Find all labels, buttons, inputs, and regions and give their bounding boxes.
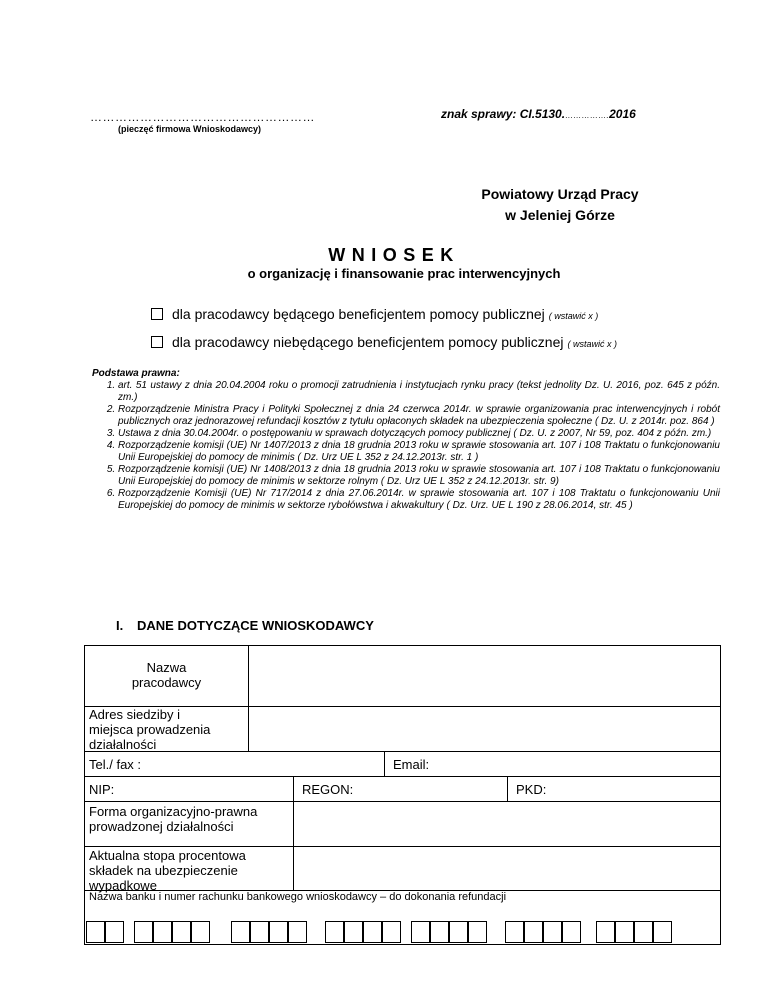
bank-digit-box[interactable] xyxy=(382,921,401,943)
address-label xyxy=(89,707,210,752)
bank-digit-box[interactable] xyxy=(615,921,634,943)
bank-digit-box[interactable] xyxy=(250,921,269,943)
legal-basis-list xyxy=(92,380,720,512)
accident-rate-field[interactable] xyxy=(295,847,719,889)
bank-digit-box[interactable] xyxy=(86,921,105,943)
bank-digit-box[interactable] xyxy=(562,921,581,943)
address-label-line2: miejsca prowadzenia xyxy=(89,722,211,737)
office-line-2: w Jeleniej Górze xyxy=(505,207,615,223)
section-title: DANE DOTYCZĄCE WNIOSKODAWCY xyxy=(137,618,374,633)
bank-digit-box[interactable] xyxy=(191,921,210,943)
bank-digit-box[interactable] xyxy=(524,921,543,943)
office-name xyxy=(430,184,690,226)
option-non-beneficiary-label: dla pracodawcy niebędącego beneficjentem pomocy publicznej xyxy=(172,334,564,350)
option-non-beneficiary xyxy=(151,334,617,350)
bank-digit-box[interactable] xyxy=(231,921,250,943)
bank-digit-box[interactable] xyxy=(325,921,344,943)
bank-digit-box[interactable] xyxy=(596,921,615,943)
option-beneficiary xyxy=(151,306,598,322)
stamp-label: (pieczęć firmowa Wnioskodawcy) xyxy=(118,124,262,134)
office-line-1: Powiatowy Urząd Pracy xyxy=(481,186,639,202)
bank-digit-box[interactable] xyxy=(153,921,172,943)
legal-form-label xyxy=(89,804,257,834)
bank-digit-box[interactable] xyxy=(468,921,487,943)
legal-basis-item: 4. Rozporządzenie komisji (UE) Nr 1407/2013 z dnia 18 grudnia 2013 roku w sprawie stosowania art. 107 i 108 Traktatu o funkcjonowaniu Unii Europejskiej do pomocy de minimis ( Dz. Urz UE L 352 z 24.12.2013r. str. 1 ) xyxy=(118,440,720,464)
case-reference xyxy=(441,107,636,121)
email-label: Email: xyxy=(393,757,430,772)
nip-label: NIP: xyxy=(89,782,115,797)
legal-form-label-line1: Forma organizacyjno-prawna xyxy=(89,804,258,819)
page-title: WNIOSEK xyxy=(328,245,460,265)
bank-account-label: Nazwa banku i numer rachunku bankowego wnioskodawcy – do dokonania refundacji xyxy=(89,891,507,903)
employer-name-label-line2: pracodawcy xyxy=(131,675,202,690)
legal-basis-item: 5. Rozporządzenie komisji (UE) Nr 1408/2013 z dnia 18 grudnia 2013 roku w sprawie stosowania art. 107 i 108 Traktatu o funkcjonowaniu Unii Europejskiej do pomocy de minimis w sektorze rolnym ( Dz. Urz UE L 352 z 24.12.2013r. str. 9) xyxy=(118,464,720,488)
legal-form-field[interactable] xyxy=(295,802,719,845)
bank-digit-box[interactable] xyxy=(134,921,153,943)
bank-digit-box[interactable] xyxy=(363,921,382,943)
employer-name-label-line1: Nazwa xyxy=(146,660,187,675)
phone-fax-label: Tel./ fax : xyxy=(89,757,142,772)
bank-digit-box[interactable] xyxy=(543,921,562,943)
bank-digit-box[interactable] xyxy=(105,921,124,943)
legal-basis-item: 6. Rozporządzenie Komisji (UE) Nr 717/2014 z dnia 27.06.2014r. w sprawie stosowania art. 107 i 108 Traktatu o funkcjonowaniu Unii Europejskiej do pomocy de minimis w sektorze rybołówstwa i akwakultury ( Dz. Urz. UE L 190 z 28.06.2014, str. 45 ) xyxy=(118,488,720,512)
bank-digit-box[interactable] xyxy=(505,921,524,943)
case-year: 2016 xyxy=(609,107,636,121)
bank-digit-box[interactable] xyxy=(269,921,288,943)
regon-label: REGON: xyxy=(302,782,354,797)
option-non-beneficiary-checkbox[interactable] xyxy=(151,336,163,348)
bank-digit-box[interactable] xyxy=(634,921,653,943)
accident-rate-label-line3: wypadkowe xyxy=(89,878,157,893)
legal-basis-item: 1. art. 51 ustawy z dnia 20.04.2004 roku o promocji zatrudnienia i instytucjach rynku pracy (tekst jednolity Dz. U. 2016, poz. 645 z późn. zm.) xyxy=(118,380,720,404)
case-prefix: znak sprawy: CI.5130. xyxy=(441,107,566,121)
legal-basis-item: 2. Rozporządzenie Ministra Pracy i Polityki Społecznej z dnia 24 czerwca 2014r. w sprawie organizowania prac interwencyjnych i robót publicznych oraz jednorazowej refundacji kosztów z tytułu opłaconych składek na ubezpieczenia społeczne ( Dz. U. z 2014r. poz. 864 ) xyxy=(118,404,720,428)
address-label-line1: Adres siedziby i xyxy=(89,707,181,722)
bank-digit-box[interactable] xyxy=(653,921,672,943)
bank-digit-box[interactable] xyxy=(449,921,468,943)
bank-digit-box[interactable] xyxy=(430,921,449,943)
pkd-label: PKD: xyxy=(516,782,547,797)
page-subtitle: o organizację i finansowanie prac interwencyjnych xyxy=(247,266,561,281)
option-non-beneficiary-note: ( wstawić x ) xyxy=(567,339,617,349)
bank-digit-box[interactable] xyxy=(172,921,191,943)
case-number-field[interactable]: ……………. xyxy=(565,111,610,120)
employer-name-field[interactable] xyxy=(250,647,719,705)
address-field[interactable] xyxy=(250,707,719,750)
legal-form-label-line2: prowadzonej działalności xyxy=(89,819,234,834)
option-beneficiary-note: ( wstawić x ) xyxy=(548,311,599,321)
legal-basis xyxy=(92,368,720,512)
accident-rate-label-line2: składek na ubezpieczenie xyxy=(89,863,238,878)
bank-digit-box[interactable] xyxy=(344,921,363,943)
employer-name-label xyxy=(85,660,248,690)
address-label-line3: działalności xyxy=(89,737,157,752)
legal-basis-heading: Podstawa prawna: xyxy=(92,368,180,379)
stamp-dots: ……………………………………………… xyxy=(90,110,315,124)
option-beneficiary-checkbox[interactable] xyxy=(151,308,163,320)
bank-digit-box[interactable] xyxy=(288,921,307,943)
option-beneficiary-label: dla pracodawcy będącego beneficjentem pomocy publicznej xyxy=(172,306,545,322)
bank-digit-box[interactable] xyxy=(411,921,430,943)
accident-rate-label xyxy=(89,848,246,893)
accident-rate-label-line1: Aktualna stopa procentowa xyxy=(89,848,246,863)
legal-basis-item: 3. Ustawa z dnia 30.04.2004r. o postępowaniu w sprawach dotyczących pomocy publicznej ( Dz. U. z 2007, Nr 59, poz. 404 z późn. zm.) xyxy=(118,428,720,440)
section-number: I. xyxy=(116,618,124,633)
